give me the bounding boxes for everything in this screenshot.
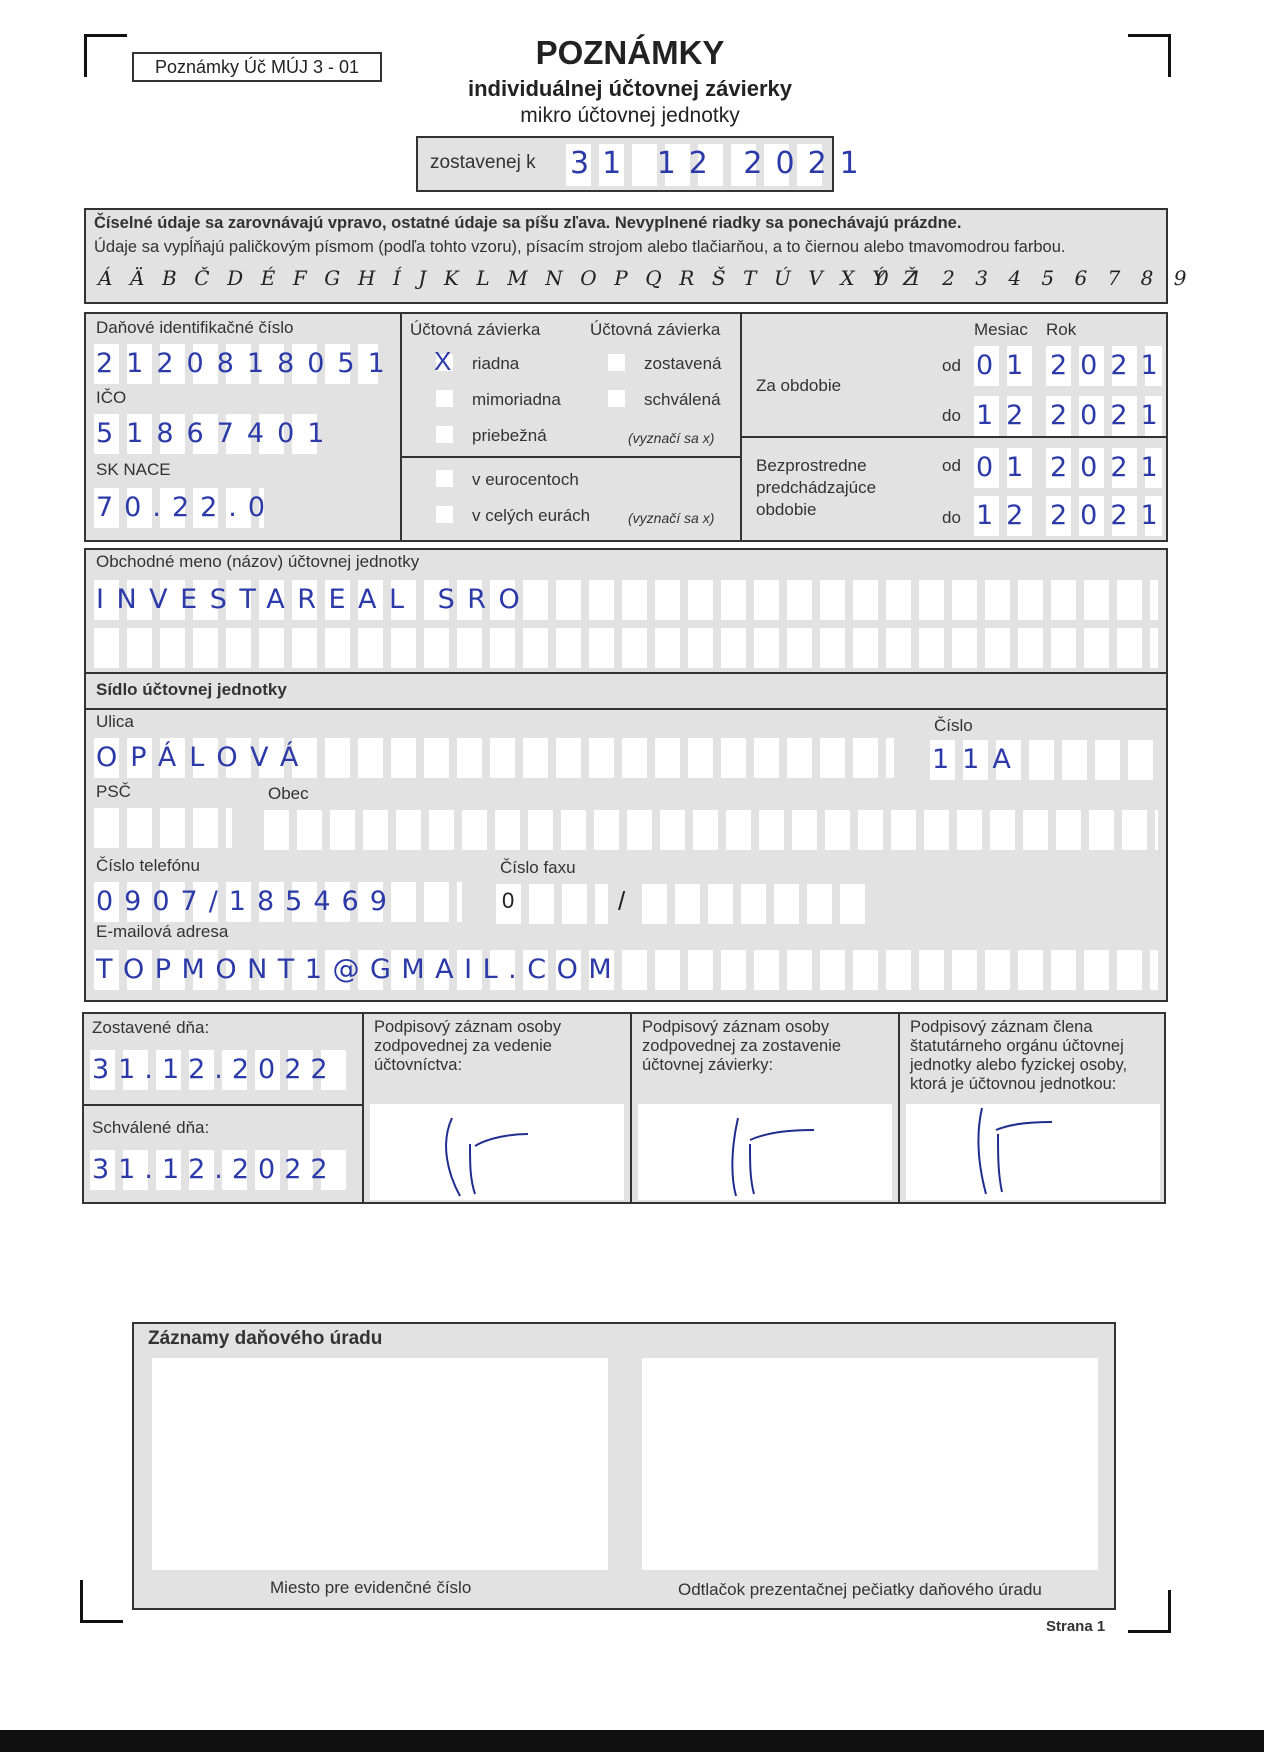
zostavene-label: Zostavené dňa: (92, 1018, 210, 1037)
signature-3 (906, 1104, 1160, 1200)
divider (740, 312, 742, 542)
mesiac-label: Mesiac (974, 320, 1028, 339)
nace-value[interactable]: 70.22.0 (96, 492, 277, 523)
zostavene-value[interactable]: 31.12.2022 (92, 1054, 337, 1085)
urad-section (132, 1322, 1116, 1610)
sig1-box (370, 1104, 624, 1200)
obchodne-meno-cells-row-2 (94, 628, 1158, 668)
peciatka-box (642, 1358, 1098, 1570)
nace-label: SK NACE (96, 460, 171, 479)
ulica-label: Ulica (96, 712, 134, 731)
pr-od-mesiac[interactable]: 01 (976, 452, 1037, 483)
signature-1 (370, 1104, 624, 1200)
ico-value[interactable]: 51867401 (96, 418, 338, 449)
obec-cells (264, 810, 1158, 850)
signature-2 (638, 1104, 892, 1200)
peciatka-caption: Odtlačok prezentačnej pečiatky daňového úradu (678, 1580, 1042, 1599)
evidencne-cislo-caption: Miesto pre evidenčné číslo (270, 1578, 472, 1597)
checkbox-celych-eurach[interactable] (436, 506, 453, 523)
zavierka-header-2: Účtovná závierka (590, 320, 721, 339)
riadna-mark: X (434, 346, 452, 376)
sample-letters: Á Ä B Č D É F G H Í J K L M N O P Q R Š T Ú V X Ý Ž (98, 266, 923, 290)
scan-edge (0, 1730, 1264, 1752)
instructions-box (84, 208, 1194, 304)
zostavena-label: zostavená (644, 354, 722, 373)
od-label: od (942, 356, 961, 375)
vyznaci-note-2: (vyznačí sa x) (628, 510, 715, 526)
obdobie-label: obdobie (756, 500, 817, 519)
sig1-label: Podpisový záznam osoby zodpovednej za vedenie účtovníctva: (374, 1018, 562, 1074)
fax-slash: / (618, 886, 626, 916)
divider (400, 312, 402, 542)
urad-header: Záznamy daňového úradu (148, 1328, 383, 1349)
instructions-line-2: Údaje sa vypĺňajú paličkovým písmom (podľa tohto vzoru), písacím strojom alebo tlačiarňou, a to čiernou alebo tmavomodrou farbou. (94, 238, 1066, 256)
ico-label: IČO (96, 388, 127, 407)
divider (362, 1012, 364, 1204)
page-number: Strana 1 (1046, 1618, 1106, 1635)
za-do-mesiac[interactable]: 12 (976, 400, 1037, 431)
ulica-value[interactable]: OPÁLOVÁ (96, 742, 312, 773)
pr-do-rok[interactable]: 2021 (1050, 500, 1171, 531)
cislo-label: Číslo (934, 716, 973, 735)
checkbox-mimoriadna[interactable] (436, 390, 453, 407)
telefon-label: Číslo telefónu (96, 856, 200, 875)
obec-label: Obec (268, 784, 309, 803)
pr-od-rok[interactable]: 2021 (1050, 452, 1171, 483)
fax-label: Číslo faxu (500, 858, 576, 877)
sig2-box (638, 1104, 892, 1200)
pr-do-mesiac[interactable]: 12 (976, 500, 1037, 531)
checkbox-schvalena[interactable] (608, 390, 625, 407)
email-value[interactable]: TOPMONT1@GMAIL.COM (96, 954, 623, 985)
schvalene-label: Schválené dňa: (92, 1118, 210, 1137)
eurocentoch-label: v eurocentoch (472, 470, 579, 489)
psc-cells (94, 808, 232, 848)
divider (400, 456, 740, 458)
page-subtitle: individuálnej účtovnej závierky (468, 76, 792, 101)
corner-mark-top-left (84, 34, 127, 77)
zostavenej-value[interactable]: 31 12 2021 (570, 146, 872, 181)
divider (630, 1012, 632, 1204)
sig2-label: Podpisový záznam osoby zodpovednej za zostavenie účtovnej závierky: (642, 1018, 842, 1074)
page-title: POZNÁMKY (535, 34, 725, 71)
mimoriadna-label: mimoriadna (472, 390, 561, 409)
celych-eurach-label: v celých eurách (472, 506, 591, 525)
checkbox-eurocentoch[interactable] (436, 470, 453, 487)
od-label-2: od (942, 456, 961, 475)
rok-label: Rok (1046, 320, 1077, 339)
za-do-rok[interactable]: 2021 (1050, 400, 1171, 431)
fax-value[interactable]: 0 (502, 888, 515, 913)
page-subtitle-2: mikro účtovnej jednotky (520, 104, 740, 127)
dic-label: Daňové identifikačné číslo (96, 318, 294, 337)
riadna-label: riadna (472, 354, 520, 373)
email-label: E-mailová adresa (96, 922, 229, 941)
form-code-box (132, 52, 382, 82)
corner-mark-bottom-left (80, 1580, 123, 1623)
za-od-mesiac[interactable]: 01 (976, 350, 1037, 381)
zavierka-header-1: Účtovná závierka (410, 320, 541, 339)
cislo-value[interactable]: 11A (932, 744, 1024, 775)
sidlo-divider (84, 708, 1168, 710)
zostavenej-label: zostavenej k (430, 152, 536, 173)
obchodne-meno-label: Obchodné meno (názov) účtovnej jednotky (96, 552, 420, 571)
sig3-label: Podpisový záznam člena štatutárneho orgánu účtovnej jednotky alebo fyzickej osoby, ktorá je účtovnou jednotkou: (910, 1018, 1128, 1093)
divider (740, 436, 1168, 438)
vyznaci-note-1: (vyznačí sa x) (628, 430, 715, 446)
predchadzajuce-label: predchádzajúce (756, 478, 877, 497)
za-obdobie-label: Za obdobie (756, 376, 842, 395)
do-label: do (942, 406, 961, 425)
sidlo-header: Sídlo účtovnej jednotky (96, 680, 287, 699)
sig3-box (906, 1104, 1160, 1200)
sample-digits: 0 1 2 3 4 5 6 7 8 9 (876, 266, 1194, 290)
schvalena-label: schválená (644, 390, 721, 409)
evidencne-cislo-box (152, 1358, 608, 1570)
divider (898, 1012, 900, 1204)
fax-cells-2 (642, 884, 868, 924)
obchodne-meno-value[interactable]: INVESTAREAL SRO (96, 584, 533, 615)
schvalene-value[interactable]: 31.12.2022 (92, 1154, 337, 1185)
telefon-value[interactable]: 0907/185469 (96, 886, 398, 917)
psc-label: PSČ (96, 782, 131, 801)
za-od-rok[interactable]: 2021 (1050, 350, 1171, 381)
form-code: Poznámky Úč MÚJ 3 - 01 (154, 57, 360, 77)
zostavenej-box (416, 136, 872, 192)
checkbox-priebezna[interactable] (436, 426, 453, 443)
checkbox-zostavena[interactable] (608, 354, 625, 371)
priebezna-label: priebežná (472, 426, 547, 445)
corner-mark-top-right (1128, 34, 1171, 77)
divider (82, 1104, 364, 1106)
corner-mark-bottom-right (1128, 1590, 1171, 1633)
instructions-line-1: Číselné údaje sa zarovnávajú vpravo, ostatné údaje sa píšu zľava. Nevyplnené riadky sa ponechávajú prázdne. (94, 214, 962, 232)
do-label-2: do (942, 508, 961, 527)
dic-value[interactable]: 2120818051 (96, 348, 398, 379)
bezprostredne-label: Bezprostredne (756, 456, 867, 475)
